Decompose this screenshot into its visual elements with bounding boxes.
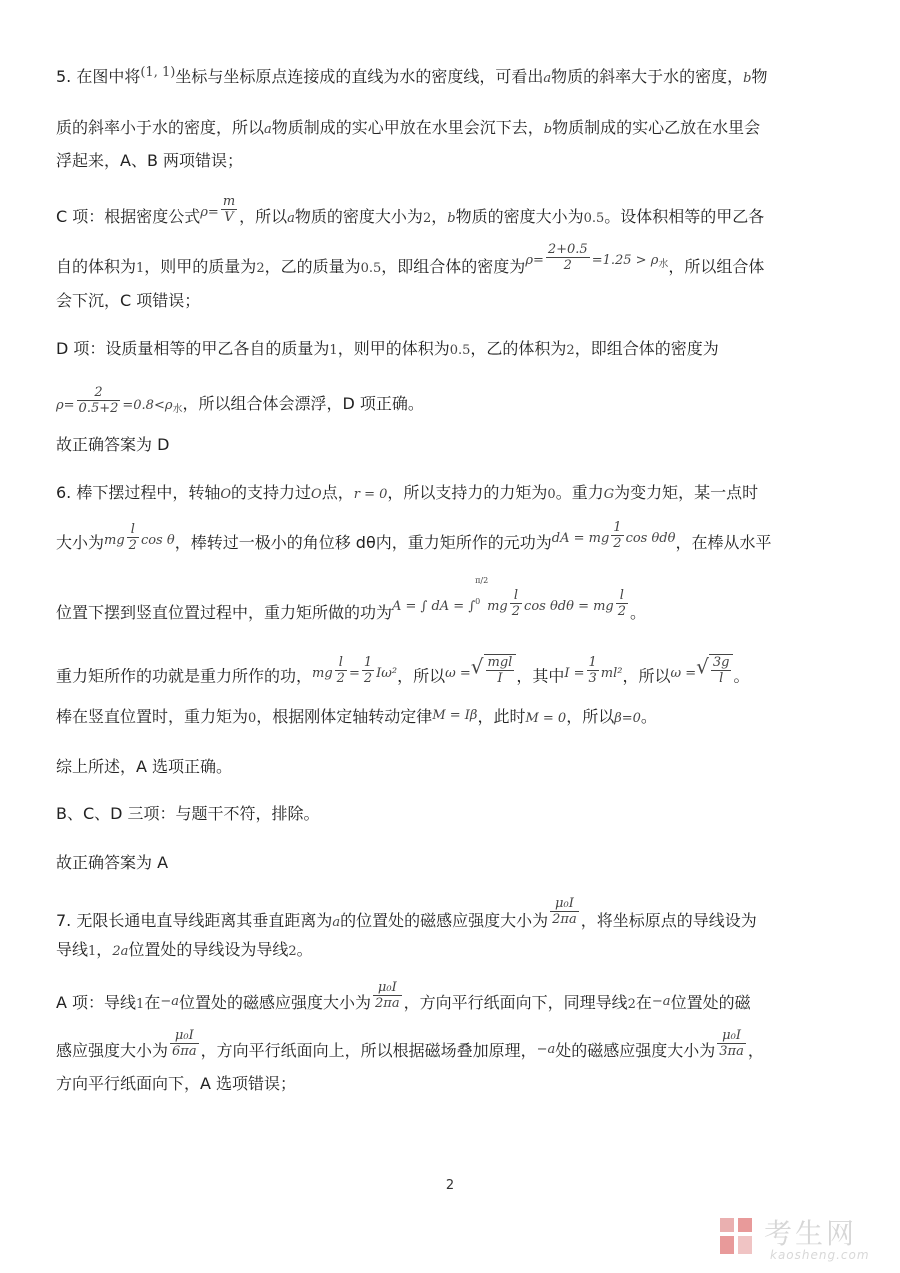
text-span: O xyxy=(311,487,322,502)
text-span: 2 xyxy=(336,670,345,686)
q6-line-1 xyxy=(56,482,758,506)
text-span: 1 xyxy=(588,654,597,670)
text-span: 水 xyxy=(172,404,183,415)
text-span: 0 xyxy=(248,711,257,726)
text-span: ，方向平行纸面向上，所以根据磁场叠加原理， xyxy=(200,1041,537,1060)
text-span: mg xyxy=(104,533,125,548)
text-span: 重力矩所作的功就是重力所作的功， xyxy=(56,666,313,686)
text-span: 在 xyxy=(635,993,652,1012)
text-span: 在 xyxy=(144,993,161,1012)
text-span: ，所以 xyxy=(622,666,671,686)
text-span: l xyxy=(719,671,724,686)
text-span: a xyxy=(264,122,272,137)
text-span: 0.5 xyxy=(449,343,471,358)
text-span: 2 xyxy=(617,604,627,619)
text-span: 3 xyxy=(588,670,597,686)
text-span: dA = mg xyxy=(551,531,610,546)
q5-line-7 xyxy=(56,338,719,362)
text-span: ，所以组合体会漂浮，D 项正确。 xyxy=(182,394,424,413)
text-span: 棒在竖直位置时，重力矩为 xyxy=(56,707,249,726)
text-span: 5. 在图中将 xyxy=(56,67,141,86)
text-span: μ₀I xyxy=(373,980,402,996)
text-span: b xyxy=(743,71,752,86)
q6-line-2 xyxy=(56,520,772,559)
text-span: 位置处的磁感应强度大小为 xyxy=(179,993,372,1012)
text-span: −a xyxy=(651,994,671,1009)
text-span: 0 xyxy=(475,597,481,606)
text-span: ，棒转过一极小的角位移 dθ内，重力矩所作的元功为 xyxy=(174,533,552,552)
text-span: cos θ xyxy=(140,533,175,548)
text-span: C 项：根据密度公式 xyxy=(56,207,201,226)
text-span: O xyxy=(220,487,232,502)
text-span: 大小为 xyxy=(56,533,105,552)
text-span: β=0 xyxy=(614,711,641,726)
text-span: ，所以支持力的力矩为 xyxy=(387,483,548,502)
text-span: M = Iβ xyxy=(432,708,478,723)
text-span: 故正确答案为 A xyxy=(56,853,169,872)
text-span: 感应强度大小为 xyxy=(56,1041,169,1060)
text-span: 2 xyxy=(128,538,137,553)
text-span: G xyxy=(603,487,615,502)
text-span: 物质制成的实心乙放在水里会 xyxy=(552,118,761,137)
text-span: ，此时 xyxy=(477,707,526,726)
text-span: =0.8<ρ xyxy=(122,398,173,413)
text-span: b xyxy=(543,122,553,137)
text-span: 物质制成的实心甲放在水里会沉下去， xyxy=(271,118,544,137)
text-span: ，方向平行纸面向下，同理导线 xyxy=(403,993,628,1012)
text-span: ，在棒从水平 xyxy=(675,533,772,552)
text-span: 。 xyxy=(630,603,647,622)
text-span: (1, 1) xyxy=(140,65,176,80)
text-span: ，乙的质量为 xyxy=(264,257,361,276)
text-span: ，所以 xyxy=(397,666,446,686)
text-span: ，则甲的质量为 xyxy=(144,257,257,276)
text-span: 物 xyxy=(751,67,768,86)
text-span: 处的磁感应强度大小为 xyxy=(555,1041,716,1060)
text-span: 0.5 xyxy=(360,261,382,276)
text-span: 。设体积相等的甲乙各 xyxy=(604,207,765,226)
q6-line-5 xyxy=(56,706,657,730)
text-span: 水 xyxy=(658,259,669,270)
q5-line-4 xyxy=(56,194,765,233)
text-span: 的支持力过 xyxy=(231,483,312,502)
text-span: ，则甲的体积为 xyxy=(337,339,450,358)
q7-line-1 xyxy=(56,896,757,937)
text-span: 0 xyxy=(547,487,556,502)
text-span: 的位置处的磁感应强度大小为 xyxy=(340,911,549,930)
text-span: =1.25 > ρ xyxy=(591,253,659,268)
text-span: I xyxy=(497,671,503,686)
text-span: 1 xyxy=(88,944,97,959)
text-span: A 项：导线 xyxy=(56,993,137,1012)
text-span: D 项：设质量相等的甲乙各自的质量为 xyxy=(56,339,330,358)
text-span: μ₀I xyxy=(550,896,579,912)
text-span: ，根据刚体定轴转动定律 xyxy=(256,707,433,726)
text-span: 7. 无限长通电直导线距离其垂直距离为 xyxy=(56,911,333,930)
text-span: ml² xyxy=(600,665,623,681)
text-span: 方向平行纸面向下，A 选项错误； xyxy=(56,1074,297,1093)
text-span: −a xyxy=(536,1042,556,1057)
q6-line-6 xyxy=(56,756,232,778)
text-span: l xyxy=(616,588,628,604)
watermark-url: kaosheng.com xyxy=(770,1248,870,1262)
text-span: 2 xyxy=(288,944,297,959)
text-span: b xyxy=(447,211,456,226)
text-span: ，即组合体的密度为 xyxy=(574,339,719,358)
text-span: ，所以 xyxy=(566,707,615,726)
text-span: cos θdθ xyxy=(625,531,676,546)
text-span: ρ= xyxy=(200,205,219,220)
text-span: 。重力 xyxy=(555,483,604,502)
q5-line-6 xyxy=(56,290,200,312)
text-span: 位置处的导线设为导线 xyxy=(128,940,289,959)
q6-line-3 xyxy=(56,576,647,629)
text-span: 2 xyxy=(363,670,373,686)
text-span: mg xyxy=(487,599,508,614)
text-span: 0.5+2 xyxy=(78,401,119,416)
text-span: l xyxy=(335,655,347,671)
q6-line-7 xyxy=(56,803,320,825)
text-span: cos θdθ = mg xyxy=(524,599,614,614)
text-span: = xyxy=(348,665,360,681)
text-span: 2 xyxy=(566,343,575,358)
q5-line-5 xyxy=(56,242,765,283)
text-span: 物质的密度大小为 xyxy=(455,207,584,226)
q6-answer xyxy=(56,852,168,874)
text-span: 位置处的磁 xyxy=(670,993,751,1012)
text-span: 物质的斜率大于水的密度， xyxy=(551,67,744,86)
q7-line-3 xyxy=(56,980,751,1019)
text-span: B、C、D 三项：与题干不符，排除。 xyxy=(56,804,320,823)
q7-line-4 xyxy=(56,1028,764,1067)
text-span: mg xyxy=(312,665,333,681)
text-span: 2πa xyxy=(375,996,400,1011)
watermark xyxy=(718,1212,888,1266)
text-span: 导线 xyxy=(56,940,89,959)
text-span: r = 0 xyxy=(353,487,388,502)
text-span: 点， xyxy=(321,483,354,502)
text-span: ，其中 xyxy=(516,666,565,686)
q5-answer xyxy=(56,434,169,456)
text-span: 6πa xyxy=(172,1044,197,1059)
text-span: 2+0.5 xyxy=(547,242,588,257)
text-span: m xyxy=(222,194,236,209)
text-span: 综上所述，A 选项正确。 xyxy=(56,757,233,776)
text-span: 会下沉，C 项错误； xyxy=(56,291,201,310)
text-span: ρ= xyxy=(56,398,75,413)
text-span: 1 xyxy=(363,654,373,670)
text-span: 2πa xyxy=(552,912,577,927)
text-span: Iω² xyxy=(376,665,398,681)
text-span: l xyxy=(510,588,522,604)
text-span: 3πa xyxy=(719,1044,744,1059)
text-span: ，乙的体积为 xyxy=(470,339,567,358)
text-span: ， xyxy=(431,207,448,226)
text-span: 物质的密度大小为 xyxy=(294,207,423,226)
text-span: V xyxy=(224,210,234,225)
text-span: 2 xyxy=(613,536,622,551)
text-span: 1 xyxy=(329,343,338,358)
text-span: 2 xyxy=(422,211,432,226)
text-span: 2 xyxy=(256,261,265,276)
kaosheng-logo-icon xyxy=(718,1214,758,1258)
text-span: 1 xyxy=(613,520,622,535)
q6-line-4: 重力矩所作的功就是重力所作的功，$^{mg}$ $\frac{l}{2}$ = $\frac{1}{2}$ $^{I\omega^2}$，所以$^{\omega =}$√ $\frac{\text{mgl}}{I}$ ，其中$^{I =}$ $\frac{1}{3}$ $^{ml^2}$，所以$^{\omega =}$√ $\frac{3g}{l}$ 。 xyxy=(56,654,750,686)
text-span: 2 xyxy=(511,604,521,619)
text-span: A = ∫ dA = ∫ xyxy=(392,599,476,614)
text-span: 。 xyxy=(640,707,657,726)
text-span: 3g xyxy=(712,655,730,670)
text-span: M = 0 xyxy=(525,711,567,726)
q5-line-2 xyxy=(56,117,760,141)
text-span: I = xyxy=(564,665,585,681)
text-span: 。 xyxy=(296,940,313,959)
q5-line-3 xyxy=(56,150,243,172)
q7-line-2 xyxy=(56,939,313,963)
text-span: 浮起来，A、B 两项错误； xyxy=(56,151,244,170)
watermark-name: 考生网 xyxy=(764,1217,858,1250)
text-span: 自的体积为 xyxy=(56,257,137,276)
text-span: ρ= xyxy=(525,253,544,268)
text-span: μ₀I xyxy=(170,1028,199,1044)
text-span: ，即组合体的密度为 xyxy=(381,257,526,276)
text-span: 质的斜率小于水的密度，所以 xyxy=(56,118,265,137)
page-number: 2 xyxy=(445,1178,455,1193)
text-span: ω = xyxy=(670,665,697,681)
text-span: a xyxy=(287,211,295,226)
text-span: 0.5 xyxy=(583,211,605,226)
q5-line-1 xyxy=(56,66,767,90)
text-span: ，将坐标原点的导线设为 xyxy=(580,911,757,930)
text-span: 位置下摆到竖直位置过程中，重力矩所做的功为 xyxy=(56,603,393,622)
text-span: ω = xyxy=(445,665,471,681)
text-span: 2 xyxy=(627,997,636,1012)
q5-line-8 xyxy=(56,385,424,420)
text-span: 2a xyxy=(112,944,129,959)
text-span: ，所以组合体 xyxy=(668,257,765,276)
text-span: 2 xyxy=(563,258,572,273)
q7-line-5 xyxy=(56,1073,296,1095)
text-span: −a xyxy=(160,994,179,1009)
text-span: ，所以 xyxy=(239,207,288,226)
text-span: a xyxy=(543,71,552,86)
text-span: 。 xyxy=(733,666,750,686)
text-span: μ₀I xyxy=(717,1028,746,1044)
text-span: 坐标与坐标原点连接成的直线为水的密度线，可看出 xyxy=(175,67,544,86)
text-span: a xyxy=(332,915,341,930)
text-span: π/2 xyxy=(475,576,489,585)
text-span: l xyxy=(127,522,139,538)
text-span: ， xyxy=(747,1041,764,1060)
text-span: ， xyxy=(96,940,113,959)
text-span: 2 xyxy=(77,385,121,401)
text-span: 为变力矩，某一点时 xyxy=(614,483,759,502)
text-span: 1 xyxy=(136,997,145,1012)
text-span: 1 xyxy=(136,261,145,276)
text-span: mgl xyxy=(487,655,513,670)
text-span: 6. 棒下摆过程中，转轴 xyxy=(56,483,221,502)
text-span: 故正确答案为 D xyxy=(56,435,170,454)
